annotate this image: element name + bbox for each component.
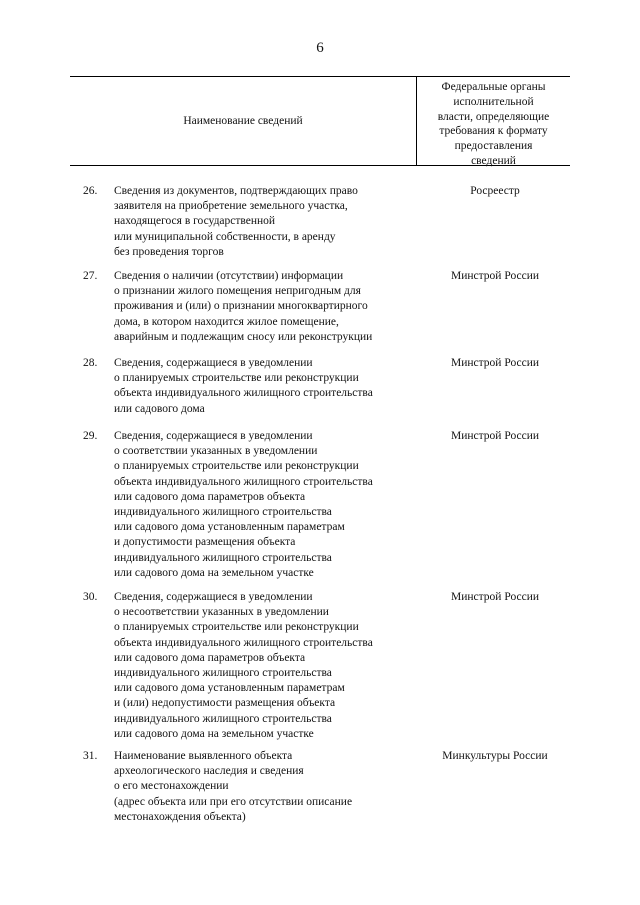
description-line: или садового дома установленным параметрам xyxy=(114,682,345,695)
description-line: индивидуального жилищного строительства xyxy=(114,712,332,725)
description-line: Сведения о наличии (отсутствии) информации xyxy=(114,270,344,282)
row-description xyxy=(114,590,373,742)
description-line: индивидуального жилищного строительства xyxy=(114,551,332,564)
row-number: 26. xyxy=(83,185,98,197)
description-line: о несоответствии указанных в уведомлении xyxy=(114,606,329,619)
description-line: дома, в котором находится жилое помещение, xyxy=(114,315,339,328)
description-line: объекта индивидуального жилищного строительства xyxy=(114,387,373,400)
description-line: о планируемых строительстве или реконструкции xyxy=(114,621,359,634)
description-line: о его местонахождении xyxy=(114,780,229,793)
header-org-line: сведений xyxy=(471,154,516,167)
row-description xyxy=(114,269,372,345)
description-line: индивидуального жилищного строительства xyxy=(114,667,332,680)
description-line: о планируемых строительстве или реконструкции xyxy=(114,372,359,385)
header-org-line: власти, определяющие xyxy=(437,110,550,123)
row-organization: Минстрой России xyxy=(451,270,539,282)
table-header xyxy=(70,76,570,166)
description-line: объекта индивидуального жилищного строительства xyxy=(114,636,373,649)
description-line: объекта индивидуального жилищного строительства xyxy=(114,475,373,488)
description-line: (адрес объекта или при его отсутствии описание xyxy=(114,795,353,808)
description-line: заявителя на приобретение земельного участка, xyxy=(114,200,348,213)
row-organization: Росреестр xyxy=(470,185,520,197)
row-number: 31. xyxy=(83,750,98,762)
row-organization: Минкультуры России xyxy=(442,750,548,762)
row-number: 27. xyxy=(83,270,98,282)
row-number: 29. xyxy=(83,430,98,442)
page-number: 6 xyxy=(316,40,324,56)
description-line: или садового дома на земельном участке xyxy=(114,566,314,579)
description-line: о планируемых строительстве или реконструкции xyxy=(114,460,359,473)
header-name-column: Наименование сведений xyxy=(183,115,303,127)
description-line: или садового дома xyxy=(114,402,205,415)
description-line: о соответствии указанных в уведомлении xyxy=(114,445,318,458)
header-org-line: предоставления xyxy=(454,140,533,153)
description-line: находящегося в государственной xyxy=(114,215,276,228)
header-org-line: требования к формату xyxy=(439,125,548,138)
description-line: местонахождения объекта) xyxy=(114,810,246,823)
description-line: и допустимости размещения объекта xyxy=(114,536,296,549)
description-line: или садового дома параметров объекта xyxy=(114,490,306,503)
row-organization: Минстрой России xyxy=(451,357,539,369)
row-organization: Минстрой России xyxy=(451,430,539,442)
description-line: индивидуального жилищного строительства xyxy=(114,506,332,519)
description-line: археологического наследия и сведения xyxy=(114,765,304,778)
header-org-line: Федеральные органы xyxy=(441,81,546,93)
description-line: или садового дома параметров объекта xyxy=(114,651,306,664)
description-line: проживания и (или) о признании многоквартирного xyxy=(114,300,368,313)
row-organization: Минстрой России xyxy=(451,591,539,603)
row-description xyxy=(114,356,373,417)
header-org-column xyxy=(417,80,570,169)
description-line: Наименование выявленного объекта xyxy=(114,750,293,762)
description-line: о признании жилого помещения непригодным для xyxy=(114,285,361,298)
description-line: без проведения торгов xyxy=(114,245,224,258)
row-description xyxy=(114,184,358,260)
description-line: или муниципальной собственности, в аренду xyxy=(114,230,336,243)
header-org-line: исполнительной xyxy=(453,95,534,108)
description-line: аварийным и подлежащим сносу или реконструкции xyxy=(114,330,373,343)
data-table xyxy=(70,76,570,823)
description-line: Сведения, содержащиеся в уведомлении xyxy=(114,430,313,442)
description-line: Сведения, содержащиеся в уведомлении xyxy=(114,591,313,603)
description-line: и (или) недопустимости размещения объекта xyxy=(114,697,336,710)
description-line: или садового дома установленным параметрам xyxy=(114,521,345,534)
description-line: Сведения из документов, подтверждающих право xyxy=(114,185,358,197)
row-number: 30. xyxy=(83,591,98,603)
row-description xyxy=(114,429,373,581)
description-line: или садового дома на земельном участке xyxy=(114,727,314,740)
row-description xyxy=(114,749,352,825)
row-number: 28. xyxy=(83,357,98,369)
description-line: Сведения, содержащиеся в уведомлении xyxy=(114,357,313,369)
